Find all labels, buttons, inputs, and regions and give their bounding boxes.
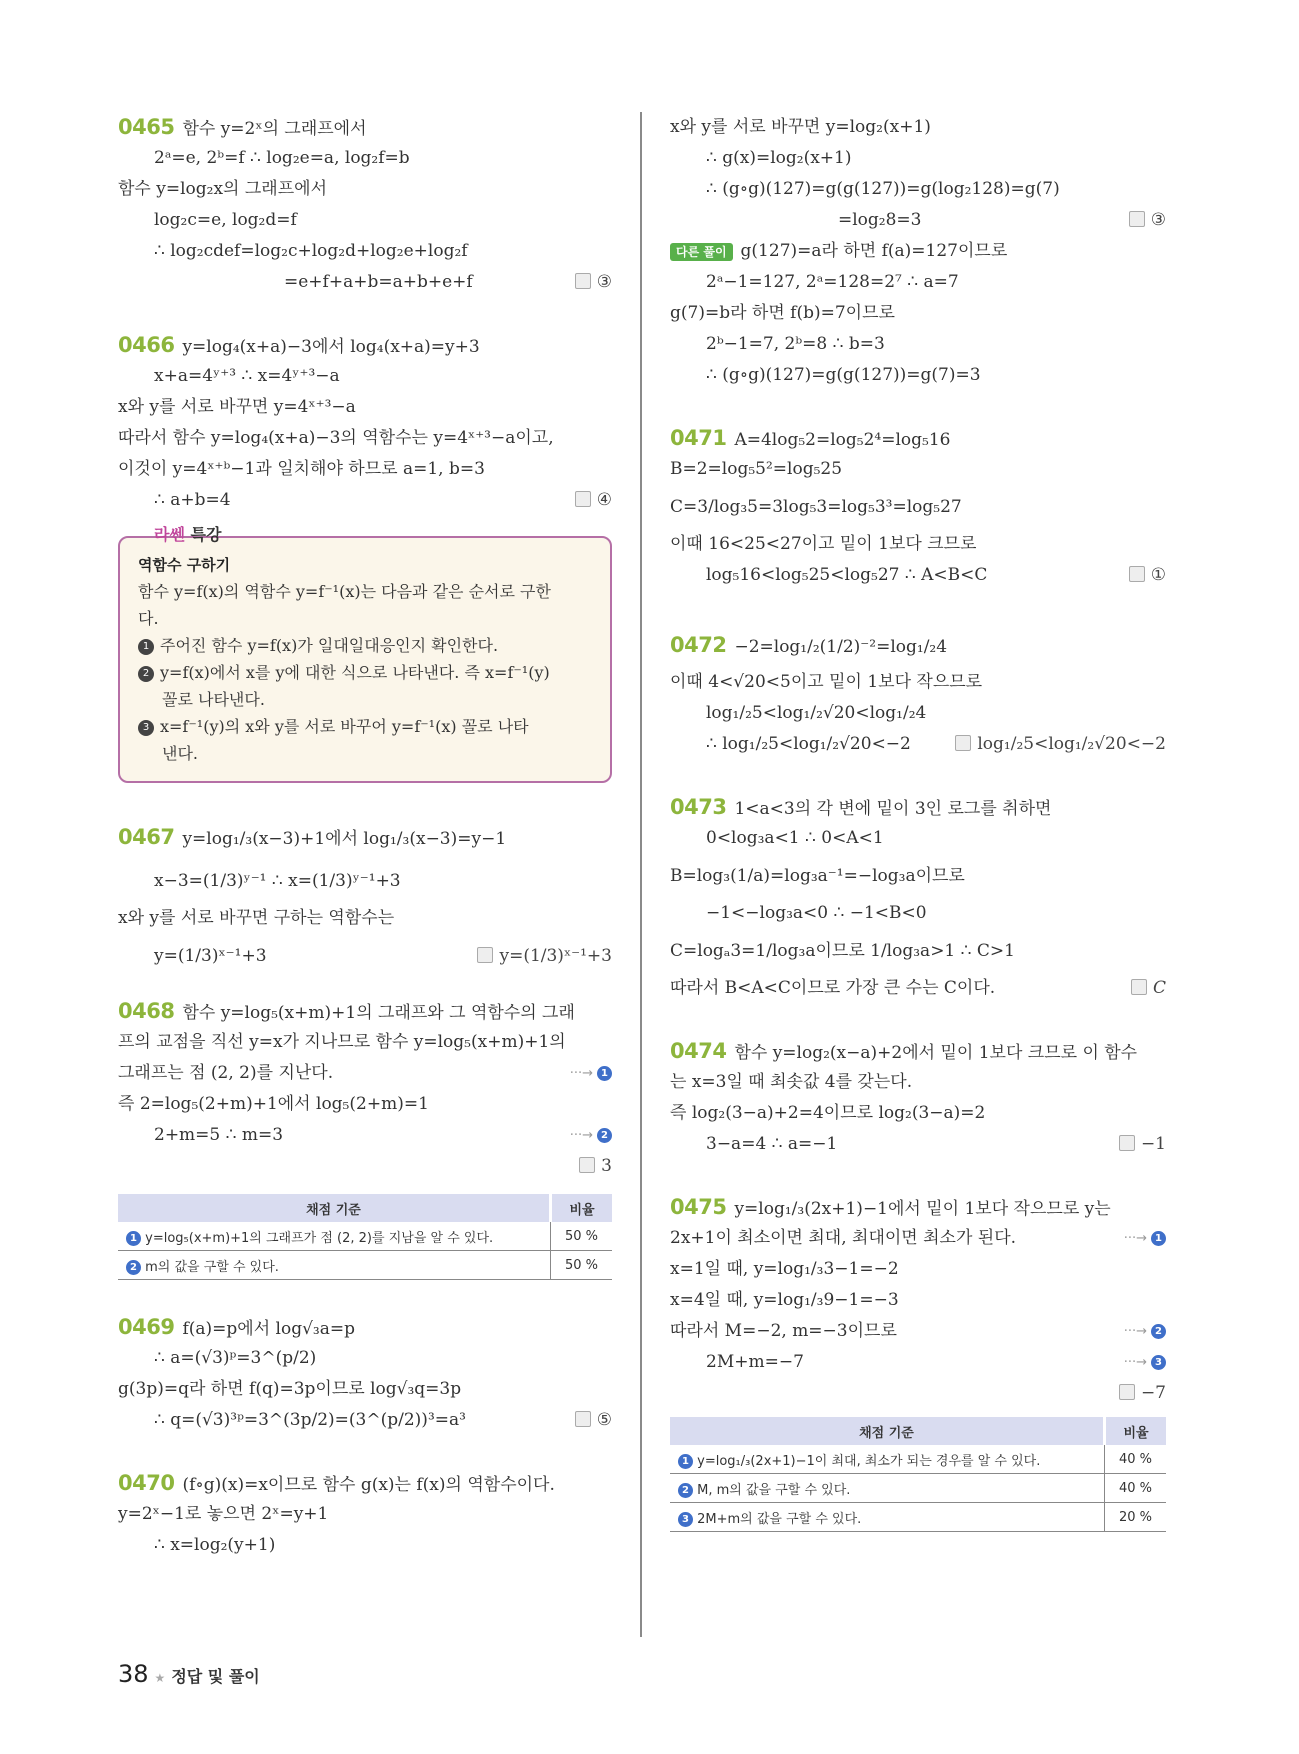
solution-line: 그래프는 점 (2, 2)를 지난다. [118,1063,334,1083]
answer: y=(1/3)ˣ⁻¹+3 [477,934,612,978]
solution-line: 함수 y=log₂x의 그래프에서 [118,179,327,199]
solution-line: y=log₁/₃(x−3)+1에서 log₁/₃(x−3)=y−1 [182,829,507,849]
solution-line: 3−a=4 ∴ a=−1 [706,1134,838,1154]
solution-line: x=1일 때, y=log₁/₃3−1=−2 [670,1259,899,1279]
solution-line: 2x+1이 최소이면 최대, 최대이면 최소가 된다. [670,1228,1017,1248]
solution-line: C=logₐ3=1/log₃a이므로 1/log₃a>1 ∴ C>1 [670,941,1015,961]
solution-line: ∴ log₁/₂5<log₁/₂√20<−2 [706,734,911,754]
solution-line: 즉 2=log₅(2+m)+1에서 log₅(2+m)=1 [118,1094,429,1114]
step-circle-icon: 2 [678,1483,693,1498]
solution-line: y=(1/3)ˣ⁻¹+3 [154,946,267,966]
answer: ⑤ [575,1405,612,1436]
problem-number: 0465 [118,115,175,139]
problem-0465 [118,112,612,298]
solution-line: 2ᵃ−1=127, 2ᵃ=128=2⁷ ∴ a=7 [706,272,959,292]
answer-mark-icon [1119,1384,1135,1400]
step-circle-icon: 3 [1151,1355,1166,1370]
solution-line: B=2=log₅5²=log₅25 [670,459,843,479]
problem-0475 [670,1192,1166,1532]
problem-0474 [670,1036,1166,1160]
tip-step: 주어진 함수 y=f(x)가 일대일대응인지 확인한다. [160,636,499,655]
step-number-icon: 3 [138,720,154,736]
answer: log₁/₂5<log₁/₂√20<−2 [955,729,1166,760]
solution-line: =e+f+a+b=a+b+e+f [284,272,473,292]
solution-line: ∴ x=log₂(y+1) [154,1535,276,1555]
page-footer [118,1660,260,1688]
solution-line: x=4일 때, y=log₁/₃9−1=−3 [670,1290,899,1310]
step-circle-icon: 1 [1151,1231,1166,1246]
tip-step-cont: 꼴로 나타낸다. [162,690,265,709]
solution-line: 2ᵃ=e, 2ᵇ=f ∴ log₂e=a, log₂f=b [154,148,410,168]
solution-line: log₁/₂5<log₁/₂√20<log₁/₂4 [706,703,927,723]
answer: ③ [1129,205,1166,236]
solution-line: (f∘g)(x)=x이므로 함수 g(x)는 f(x)의 역함수이다. [182,1475,555,1495]
solution-line: g(127)=a라 하면 f(a)=127이므로 [740,241,1008,261]
table-row: 1 y=log₁/₃(2x+1)−1이 최대, 최소가 되는 경우를 알 수 있다. 40 % [670,1445,1166,1474]
solution-line: 함수 y=2ˣ의 그래프에서 [182,119,367,139]
answer: −7 [1119,1378,1166,1409]
answer-mark-icon [955,735,971,751]
tip-step: y=f(x)에서 x를 y에 대한 식으로 나타낸다. 즉 x=f⁻¹(y) [160,663,550,682]
step-marker: ···→ 2 [1124,1316,1166,1347]
column-divider [640,112,642,1637]
step-marker: ···→ 2 [570,1120,612,1151]
table-header: 비율 [551,1194,613,1222]
solution-line: ∴ (g∘g)(127)=g(g(127))=g(7)=3 [706,365,981,385]
solution-line: C=3/log₃5=3log₅3=log₅3³=log₅27 [670,497,962,517]
grading-table [118,1194,612,1280]
footer-label: 정답 및 풀이 [171,1667,260,1686]
problem-0470-continued [670,112,1166,391]
solution-line: log₅16<log₅25<log₅27 ∴ A<B<C [706,565,988,585]
page-number: 38 [118,1660,149,1688]
solution-line: −1<−log₃a<0 ∴ −1<B<0 [706,903,927,923]
tip-text: 함수 y=f(x)의 역함수 y=f⁻¹(x)는 다음과 같은 순서로 구한 [138,582,551,601]
step-number-icon: 2 [138,666,154,682]
step-marker: ···→ 3 [1124,1347,1166,1378]
solution-line: 2ᵇ−1=7, 2ᵇ=8 ∴ b=3 [706,334,885,354]
step-circle-icon: 2 [126,1260,141,1275]
table-row: 3 2M+m의 값을 구할 수 있다. 20 % [670,1503,1166,1532]
solution-line: ∴ (g∘g)(127)=g(g(127))=g(log₂128)=g(7) [706,179,1060,199]
step-circle-icon: 1 [597,1066,612,1081]
table-header: 채점 기준 [670,1417,1105,1445]
solution-line: =log₂8=3 [838,210,922,230]
step-number-icon: 1 [138,639,154,655]
solution-line: ∴ log₂cdef=log₂c+log₂d+log₂e+log₂f [154,241,468,261]
star-icon: ★ [154,1671,166,1685]
solution-line: log₂c=e, log₂d=f [154,210,297,230]
tip-text: 다. [138,609,159,628]
solution-line: y=log₁/₃(2x+1)−1에서 밑이 1보다 작으므로 y는 [734,1199,1111,1219]
solution-line: 는 x=3일 때 최솟값 4를 갖는다. [670,1072,913,1092]
step-circle-icon: 1 [126,1231,141,1246]
alt-solution-badge: 다른 풀이 [670,243,733,261]
solution-line: g(7)=b라 하면 f(b)=7이므로 [670,303,895,323]
problem-number: 0471 [670,426,727,450]
tip-box-inverse-function [118,525,612,783]
answer-mark-icon [1129,211,1145,227]
problem-number: 0473 [670,795,727,819]
problem-0471 [670,423,1166,591]
solution-line: 2+m=5 ∴ m=3 [154,1125,284,1145]
solution-line: y=2ˣ−1로 놓으면 2ˣ=y+1 [118,1504,329,1524]
answer-mark-icon [575,273,591,289]
solution-line: 프의 교점을 직선 y=x가 지나므로 함수 y=log₅(x+m)+1의 [118,1032,566,1052]
solution-line: ∴ a=(√3)ᵖ=3^(p/2) [154,1348,317,1368]
solution-line: 따라서 함수 y=log₄(x+a)−3의 역함수는 y=4ˣ⁺³−a이고, [118,428,554,448]
problem-number: 0475 [670,1195,727,1219]
solution-line: 함수 y=log₅(x+m)+1의 그래프와 그 역함수의 그래 [182,1003,575,1023]
solution-line: 따라서 B<A<C이므로 가장 큰 수는 C이다. [670,978,996,998]
answer-mark-icon [575,1411,591,1427]
answer-mark-icon [575,491,591,507]
tip-step-cont: 낸다. [162,744,198,763]
table-row: 1 y=log₅(x+m)+1의 그래프가 점 (2, 2)를 지남을 알 수 있다. 50 % [118,1222,612,1251]
right-column [670,112,1166,1532]
solution-line: 즉 log₂(3−a)+2=4이므로 log₂(3−a)=2 [670,1103,986,1123]
table-header: 채점 기준 [118,1194,551,1222]
solution-line: 0<log₃a<1 ∴ 0<A<1 [706,828,884,848]
table-row: 2 M, m의 값을 구할 수 있다. 40 % [670,1474,1166,1503]
answer: 3 [579,1151,612,1182]
step-circle-icon: 3 [678,1512,693,1527]
answer: ① [1129,560,1166,591]
answer-mark-icon [1129,566,1145,582]
solution-line: 이때 16<25<27이고 밑이 1보다 크므로 [670,534,977,554]
answer-mark-icon [579,1157,595,1173]
table-row: 2 m의 값을 구할 수 있다. 50 % [118,1251,612,1280]
solution-line: x와 y를 서로 바꾸면 y=log₂(x+1) [670,117,931,137]
solution-line: ∴ a+b=4 [154,490,231,510]
solution-line: B=log₃(1/a)=log₃a⁻¹=−log₃a이므로 [670,866,965,886]
answer: −1 [1119,1129,1166,1160]
tip-title: 역함수 구하기 [138,556,231,574]
answer: ③ [575,267,612,298]
problem-number: 0469 [118,1315,175,1339]
problem-number: 0470 [118,1471,175,1495]
answer-mark-icon [1119,1135,1135,1151]
solution-line: x+a=4ʸ⁺³ ∴ x=4ʸ⁺³−a [154,366,340,386]
solution-line: 1<a<3의 각 변에 밑이 3인 로그를 취하면 [734,799,1052,819]
solution-line: 이것이 y=4ˣ⁺ᵇ−1과 일치해야 하므로 a=1, b=3 [118,459,485,479]
solution-line: ∴ g(x)=log₂(x+1) [706,148,852,168]
solution-line: g(3p)=q라 하면 f(q)=3p이므로 log√₃q=3p [118,1379,462,1399]
solution-line: y=log₄(x+a)−3에서 log₄(x+a)=y+3 [182,337,480,357]
problem-number: 0467 [118,825,175,849]
answer: ④ [575,485,612,516]
solution-line: 함수 y=log₂(x−a)+2에서 밑이 1보다 크므로 이 함수 [734,1043,1138,1063]
problem-number: 0474 [670,1039,727,1063]
solution-line: 2M+m=−7 [706,1352,804,1372]
problem-0473 [670,792,1166,1004]
problem-0466 [118,330,612,516]
tip-step: x=f⁻¹(y)의 x와 y를 서로 바꾸어 y=f⁻¹(x) 꼴로 나타 [160,717,529,736]
problem-number: 0466 [118,333,175,357]
solution-line: f(a)=p에서 log√₃a=p [182,1319,355,1339]
solution-line: x와 y를 서로 바꾸면 구하는 역함수는 [118,908,395,928]
solution-line: A=4log₅2=log₅2⁴=log₅16 [734,430,951,450]
left-column [118,112,612,1561]
problem-0470 [118,1468,612,1561]
step-circle-icon: 2 [1151,1324,1166,1339]
solution-line: ∴ q=(√3)³ᵖ=3^(3p/2)=(3^(p/2))³=a³ [154,1410,466,1430]
solution-line: −2=log₁/₂(1/2)⁻²=log₁/₂4 [734,637,948,657]
step-marker: ···→ 1 [570,1058,612,1089]
answer-mark-icon [477,947,493,963]
grading-table [670,1417,1166,1532]
problem-number: 0468 [118,999,175,1023]
tip-tab: 라쎈 특강 [154,525,222,544]
problem-0469 [118,1312,612,1436]
answer-mark-icon [1131,979,1147,995]
table-header: 비율 [1105,1417,1167,1445]
problem-0467 [118,815,612,978]
problem-0472 [670,623,1166,760]
step-circle-icon: 2 [597,1128,612,1143]
answer: C [1131,973,1166,1004]
solution-line: 따라서 M=−2, m=−3이므로 [670,1321,897,1341]
solution-line: x와 y를 서로 바꾸면 y=4ˣ⁺³−a [118,397,356,417]
problem-0468 [118,996,612,1280]
solution-line: x−3=(1/3)ʸ⁻¹ ∴ x=(1/3)ʸ⁻¹+3 [154,871,401,891]
solution-line: 이때 4<√20<5이고 밑이 1보다 작으므로 [670,672,983,692]
problem-number: 0472 [670,633,727,657]
step-marker: ···→ 1 [1124,1223,1166,1254]
step-circle-icon: 1 [678,1454,693,1469]
